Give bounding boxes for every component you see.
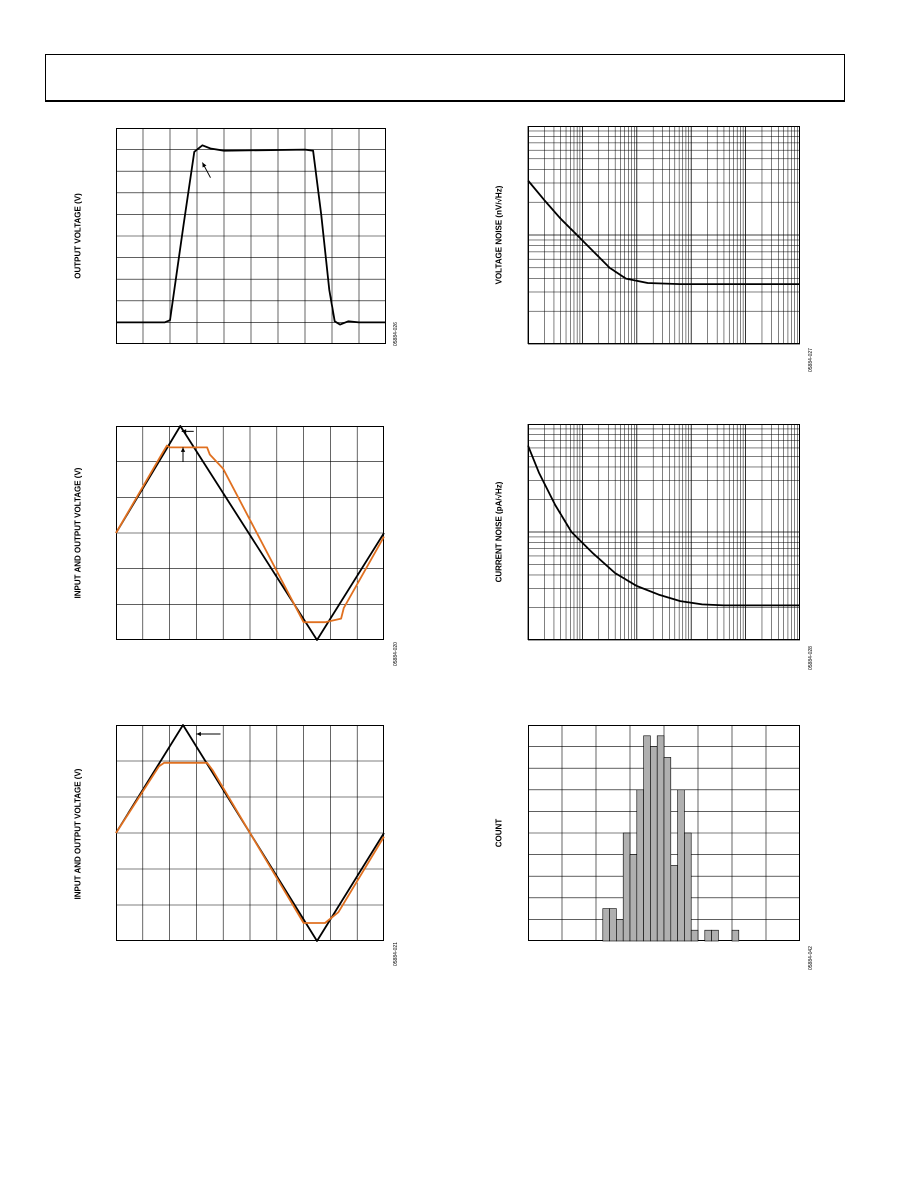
chart-current-noise-code: 05884-028 [808, 646, 814, 670]
chart-count-histogram-ylabel: COUNT [494, 818, 504, 848]
chart-input-output-voltage-2-code: 05884-021 [393, 942, 399, 966]
chart-count-histogram-svg [528, 725, 800, 941]
chart-output-voltage-step-ylabel: OUTPUT VOLTAGE (V) [73, 193, 83, 279]
chart-c6-bar [664, 757, 671, 941]
chart-voltage-noise-code: 05884-027 [808, 348, 814, 372]
chart-c6-bar [705, 930, 712, 941]
chart-c6-bar [657, 736, 664, 941]
page-header-box [45, 54, 845, 102]
chart-c6-bar [678, 790, 685, 941]
chart-input-output-voltage-2-svg [116, 725, 384, 941]
chart-current-noise-svg [528, 424, 800, 640]
chart-c6-bar [684, 833, 691, 941]
chart-count-histogram-code: 05884-042 [808, 946, 814, 970]
chart-voltage-noise-ylabel: VOLTAGE NOISE (nV/√Hz) [494, 185, 504, 285]
chart-c6-bar [691, 930, 698, 941]
chart-output-voltage-step-svg [116, 128, 386, 344]
chart-input-output-voltage-1-code: 05884-020 [393, 642, 399, 666]
chart-input-output-voltage-1-ylabel: INPUT AND OUTPUT VOLTAGE (V) [73, 467, 83, 599]
chart-input-output-voltage-1-svg [116, 426, 384, 640]
chart-current-noise-ylabel: CURRENT NOISE (pA/√Hz) [494, 481, 504, 583]
chart-c6-bar [616, 919, 623, 941]
chart-c6-bar [732, 930, 739, 941]
chart-output-voltage-step-code: 05884-026 [393, 322, 399, 346]
chart-input-output-voltage-2-ylabel: INPUT AND OUTPUT VOLTAGE (V) [73, 768, 83, 900]
chart-voltage-noise-svg [528, 126, 800, 344]
chart-c6-bar [603, 909, 610, 941]
chart-c6-bar [712, 930, 719, 941]
chart-c6-bar [671, 865, 678, 941]
chart-c6-bar [623, 833, 630, 941]
chart-c6-bar [630, 855, 637, 941]
chart-c6-bar [610, 909, 617, 941]
chart-c6-bar [644, 736, 651, 941]
chart-c6-bar [650, 747, 657, 941]
chart-c6-bar [637, 790, 644, 941]
